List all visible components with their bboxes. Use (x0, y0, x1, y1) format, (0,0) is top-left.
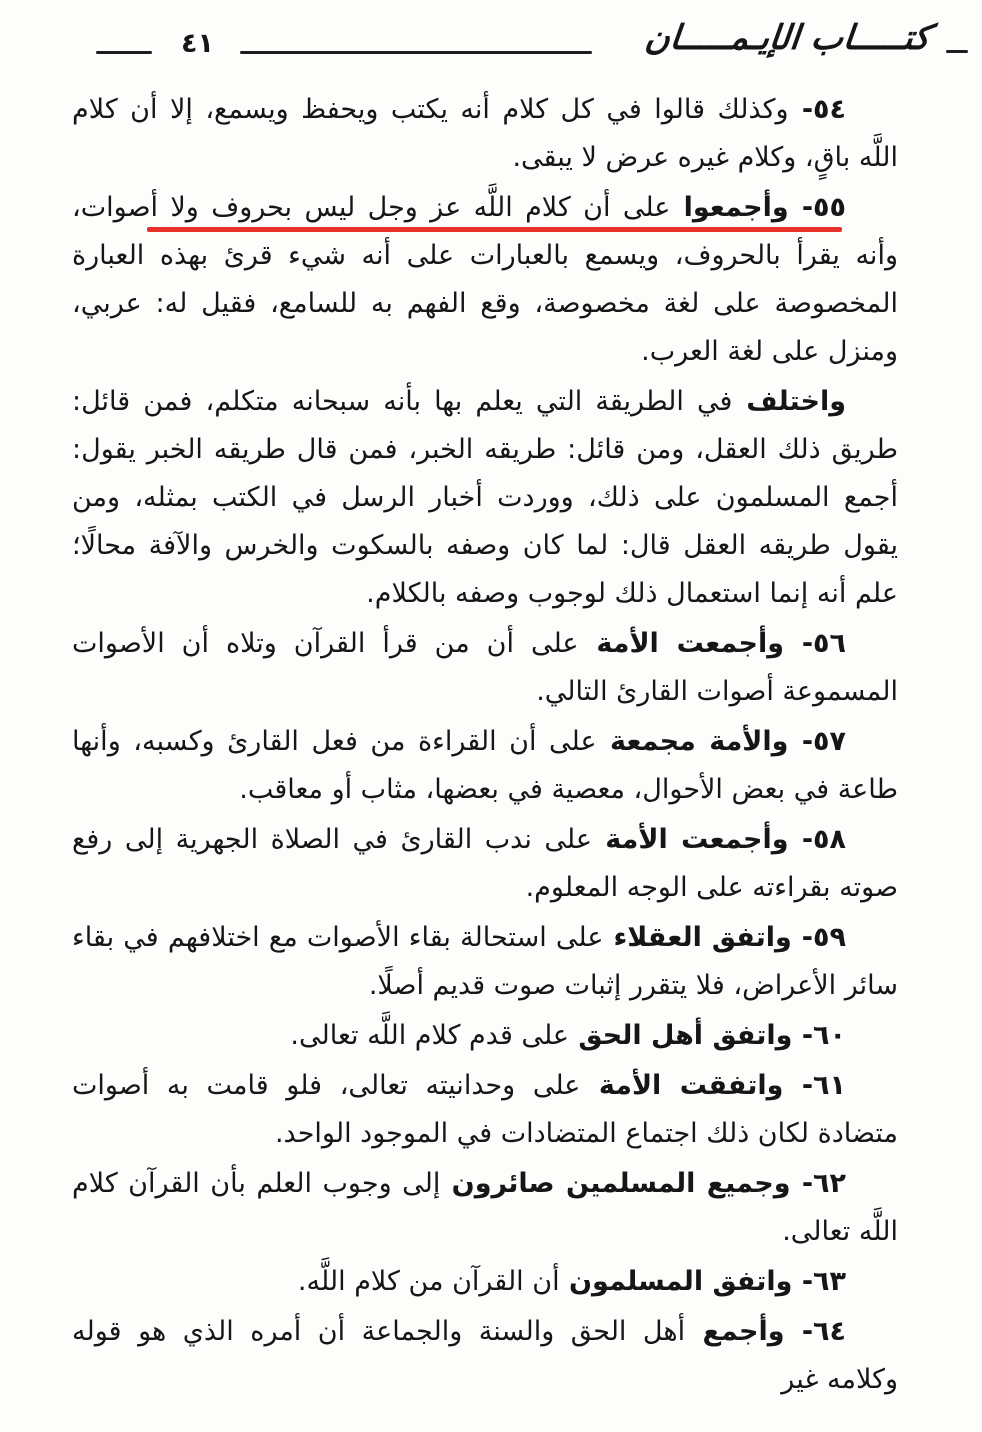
paragraph-61 (72, 1062, 898, 1158)
header-rule-right (946, 50, 968, 53)
paragraph-text: على أن من قرأ القرآن وتلاه أن الأصوات المسموعة أصوات القارئ التالي. (72, 628, 898, 707)
paragraph-lead-words: وأجمعت الأمة (578, 628, 785, 659)
paragraph-59 (72, 914, 898, 1010)
paragraph-text: إلى وجوب العلم بأن القرآن كلام اللَّه تعالى. (72, 1168, 898, 1247)
paragraph-number: ٦٣- (792, 1266, 846, 1297)
header-rule-middle (240, 51, 592, 54)
paragraph-number: ٥٦- (784, 628, 847, 659)
paragraph-lead-words: واختلف (732, 386, 846, 417)
paragraph-lead-words: واتفق المسلمون (559, 1266, 793, 1297)
page-body (72, 86, 898, 1406)
paragraph-number: ٦٢- (790, 1168, 846, 1199)
paragraph-text: في الطريقة التي يعلم بها بأنه سبحانه متكلم، فمن قائل: طريق ذلك العقل، ومن قائل: طريقه الخبر، فمن قال طريقه الخبر يقول: أجمع المسلمون على ذلك، ووردت أخبار الرسل في الكتب بمثله، ومن يقول طريقه العقل قال: لما كان وصفه بالسكوت والخرس والآفة محالًا؛ علم أنه إنما استعمال ذلك لوجوب وصفه بالكلام. (72, 386, 898, 609)
paragraph-lead-words: وأجمعوا (670, 192, 789, 223)
paragraph-lead-words: وجميع المسلمين صائرون (440, 1168, 791, 1199)
paragraph-60 (72, 1012, 898, 1060)
paragraph-number: ٦٤- (784, 1316, 846, 1347)
paragraph-ikhtilaf (72, 378, 898, 618)
paragraph-number: ٦٠- (792, 1020, 846, 1051)
paragraph-text: على استحالة بقاء الأصوات مع اختلافهم في بقاء سائر الأعراض، فلا يتقرر إثبات صوت قديم أصلًا. (72, 922, 898, 1001)
red-underline-annotation (147, 227, 842, 232)
paragraph-text: أن القرآن من كلام اللَّه. (297, 1266, 560, 1297)
header-rule-left (96, 51, 152, 54)
paragraph-lead-words: وأجمعت الأمة (591, 824, 789, 855)
paragraph-text: وكذلك قالوا في كل كلام أنه يكتب ويحفظ ويسمع، إلا أن كلام اللَّه باقٍ، وكلام غيره عرض لا يبقى. (72, 94, 898, 173)
paragraph-text: على وحدانيته تعالى، فلو قامت به أصوات متضادة لكان ذلك اجتماع المتضادات في الموجود الواحد. (72, 1070, 898, 1149)
page-header (0, 0, 982, 84)
paragraph-number: ٥٧- (788, 726, 846, 757)
paragraph-54 (72, 86, 898, 182)
paragraph-number: ٥٨- (788, 824, 846, 855)
paragraph-text: على ندب القارئ في الصلاة الجهرية إلى رفع صوته بقراءته على الوجه المعلوم. (72, 824, 898, 903)
paragraph-56 (72, 620, 898, 716)
book-title: كتـــــاب الإيـمـــــان (643, 18, 933, 58)
paragraph-57 (72, 718, 898, 814)
paragraph-63 (72, 1258, 898, 1306)
paragraph-text: على أن كلام اللَّه عز وجل ليس بحروف ولا أصوات، وأنه يقرأ بالحروف، ويسمع بالعبارات على أنه شيء قرئ بهذه العبارة المخصوصة على لغة مخصوصة، وقع الفهم به للسامع، فقيل له: عربي، ومنزل على لغة العرب. (72, 192, 898, 367)
paragraph-64 (72, 1308, 898, 1404)
paragraph-number: ٦١- (783, 1070, 846, 1101)
page-number: ٤١ (181, 28, 214, 59)
paragraph-lead-words: والأمة مجمعة (596, 726, 789, 757)
paragraph-55 (72, 184, 898, 376)
paragraph-58 (72, 816, 898, 912)
paragraph-62 (72, 1160, 898, 1256)
paragraph-text: على قدم كلام اللَّه تعالى. (290, 1020, 569, 1051)
paragraph-lead-words: وأجمع (685, 1316, 785, 1347)
paragraph-number: ٥٤- (788, 94, 846, 125)
paragraph-lead-words: واتفق أهل الحق (569, 1020, 793, 1051)
paragraph-number: ٥٥- (788, 192, 846, 223)
paragraph-number: ٥٩- (791, 922, 846, 953)
paragraph-text: على أن القراءة من فعل القارئ وكسبه، وأنها طاعة في بعض الأحوال، معصية في بعضها، مثاب أو معاقب. (72, 726, 898, 805)
paragraph-lead-words: واتفقت الأمة (580, 1070, 784, 1101)
paragraph-text: أهل الحق والسنة والجماعة أن أمره الذي هو قوله وكلامه غير (72, 1316, 898, 1395)
paragraph-lead-words: واتفق العقلاء (603, 922, 792, 953)
